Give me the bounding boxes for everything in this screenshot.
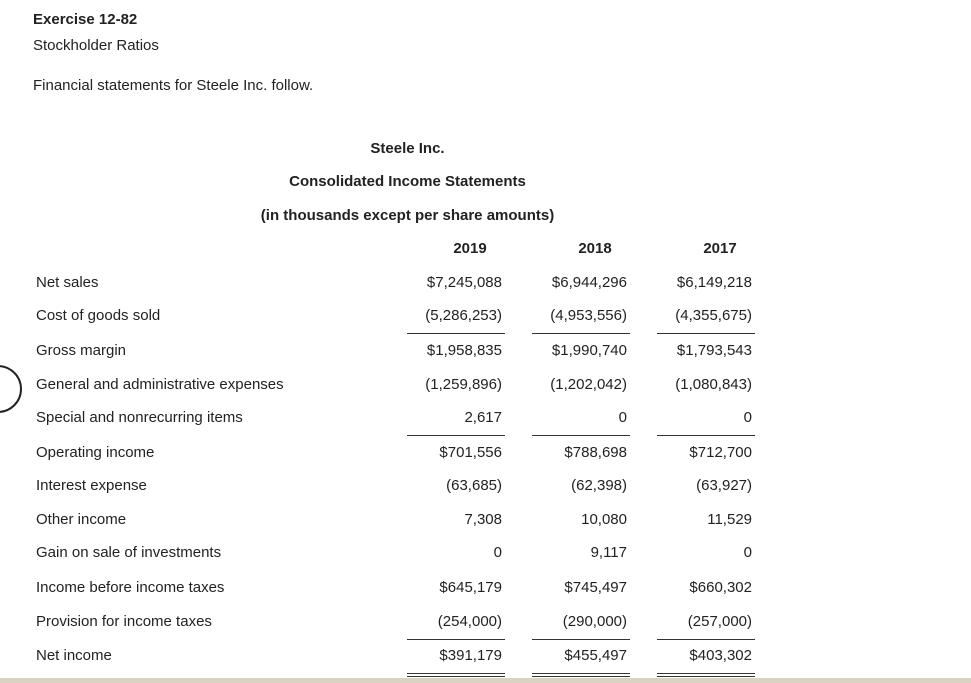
subtotal-rule xyxy=(407,639,505,640)
value-cell: $1,958,835 xyxy=(426,342,502,359)
statement-name: Consolidated Income Statements xyxy=(289,173,526,190)
row-label: Income before income taxes xyxy=(36,579,225,596)
value-cell: 0 xyxy=(743,544,752,561)
row-label: Interest expense xyxy=(36,477,147,494)
value-cell: $1,990,740 xyxy=(551,342,627,359)
value-cell: (1,202,042) xyxy=(550,376,627,393)
total-double-rule xyxy=(532,673,630,677)
exercise-title: Exercise 12-82 xyxy=(33,11,138,28)
subtotal-rule xyxy=(657,639,755,640)
value-cell: (4,953,556) xyxy=(550,307,627,324)
total-double-rule xyxy=(407,673,505,677)
subtotal-rule xyxy=(657,333,755,334)
value-cell: (62,398) xyxy=(571,477,627,494)
subtotal-rule xyxy=(532,333,630,334)
row-label: General and administrative expenses xyxy=(36,376,284,393)
value-cell: 11,529 xyxy=(707,511,752,528)
value-cell: $6,149,218 xyxy=(676,274,752,291)
value-cell: (1,080,843) xyxy=(675,376,752,393)
total-double-rule xyxy=(657,673,755,677)
value-cell: 2,617 xyxy=(464,409,502,426)
value-cell: $455,497 xyxy=(564,647,627,664)
value-cell: $1,793,543 xyxy=(676,342,752,359)
bottom-scroll-edge xyxy=(0,678,971,683)
year-header-2018: 2018 xyxy=(578,240,612,257)
value-cell: $403,302 xyxy=(689,647,752,664)
company-name: Steele Inc. xyxy=(370,140,445,157)
row-label: Cost of goods sold xyxy=(36,307,161,324)
value-cell: $645,179 xyxy=(439,579,502,596)
intro-text: Financial statements for Steele Inc. follow. xyxy=(33,77,314,94)
subtotal-rule xyxy=(407,435,505,436)
row-label: Special and nonrecurring items xyxy=(36,409,243,426)
value-cell: $712,700 xyxy=(689,444,752,461)
row-label: Gain on sale of investments xyxy=(36,544,222,561)
value-cell: (290,000) xyxy=(562,613,627,630)
value-cell: (257,000) xyxy=(687,613,752,630)
value-cell: (5,286,253) xyxy=(425,307,502,324)
row-label: Provision for income taxes xyxy=(36,613,212,630)
row-label: Operating income xyxy=(36,444,155,461)
subtotal-rule xyxy=(407,333,505,334)
value-cell: (254,000) xyxy=(437,613,502,630)
row-label: Other income xyxy=(36,511,127,528)
year-header-2019: 2019 xyxy=(453,240,487,257)
value-cell: 0 xyxy=(493,544,502,561)
subtotal-rule xyxy=(657,435,755,436)
row-label: Gross margin xyxy=(36,342,127,359)
row-label: Net income xyxy=(36,647,112,664)
statement-units: (in thousands except per share amounts) xyxy=(260,207,555,224)
value-cell: $745,497 xyxy=(564,579,627,596)
value-cell: 0 xyxy=(743,409,752,426)
value-cell: $6,944,296 xyxy=(551,274,627,291)
year-header-2017: 2017 xyxy=(703,240,737,257)
value-cell: $701,556 xyxy=(439,444,502,461)
nav-circle-icon[interactable] xyxy=(0,365,22,413)
value-cell: (4,355,675) xyxy=(675,307,752,324)
exercise-subtitle: Stockholder Ratios xyxy=(33,37,159,54)
value-cell: (63,685) xyxy=(446,477,502,494)
row-label: Net sales xyxy=(36,274,99,291)
value-cell: (1,259,896) xyxy=(425,376,502,393)
value-cell: (63,927) xyxy=(696,477,752,494)
value-cell: 9,117 xyxy=(590,544,627,561)
value-cell: $788,698 xyxy=(564,444,627,461)
value-cell: $391,179 xyxy=(439,647,502,664)
subtotal-rule xyxy=(532,639,630,640)
subtotal-rule xyxy=(532,435,630,436)
value-cell: 0 xyxy=(618,409,627,426)
value-cell: $660,302 xyxy=(689,579,752,596)
value-cell: 10,080 xyxy=(581,511,627,528)
value-cell: $7,245,088 xyxy=(426,274,502,291)
value-cell: 7,308 xyxy=(464,511,502,528)
